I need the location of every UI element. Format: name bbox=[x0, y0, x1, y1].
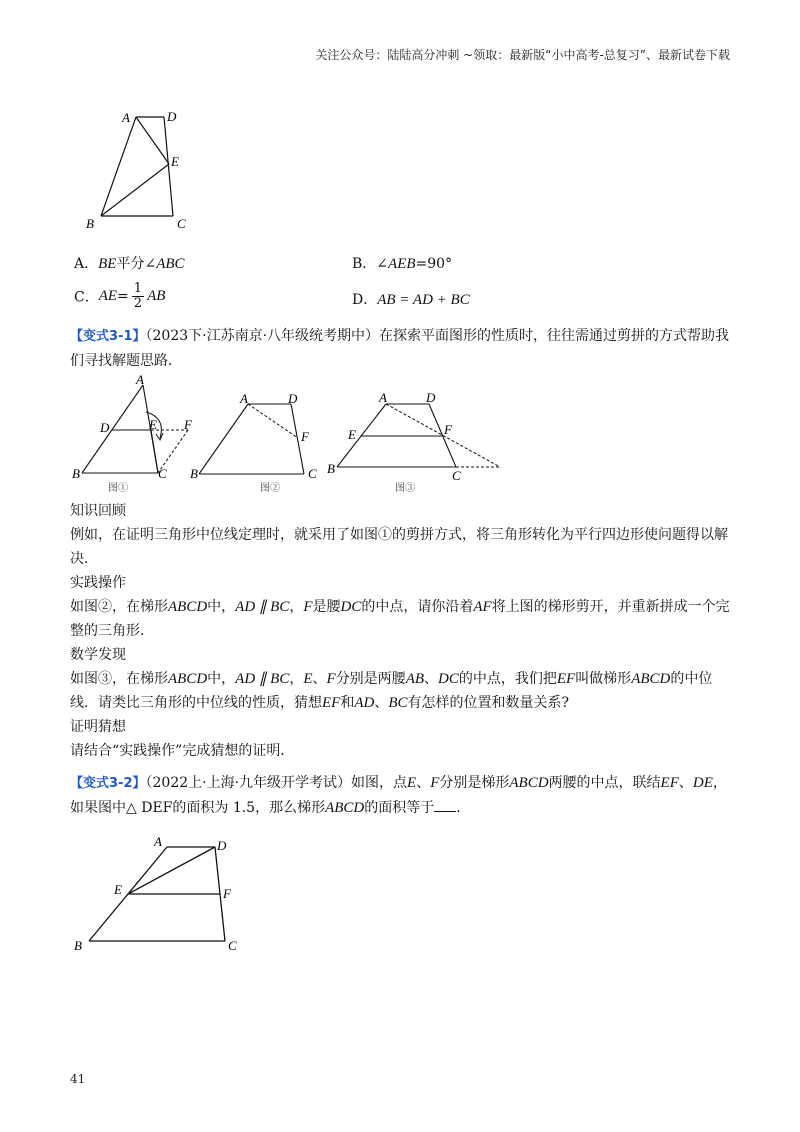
fig1-label-d: D bbox=[100, 420, 110, 435]
fig3-label-f: F bbox=[444, 422, 452, 437]
option-d: D．AB = AD + BC bbox=[352, 292, 470, 308]
fig1-label-b: B bbox=[72, 466, 80, 481]
fig2-label-c: C bbox=[308, 466, 317, 481]
fig1-caption: 图① bbox=[108, 483, 128, 494]
heading-proof: 证明猜想 bbox=[70, 719, 126, 735]
label-b: B bbox=[86, 216, 94, 231]
fig3-label-c: C bbox=[452, 468, 461, 483]
option-b: B．∠AEB=90° bbox=[352, 256, 453, 272]
para-proof: 请结合“实践操作”完成猜想的证明． bbox=[70, 743, 295, 759]
fig3-label-d: D bbox=[426, 390, 436, 405]
fraction-one-half: $\frac{1}{2}$ bbox=[133, 281, 143, 311]
fig32-label-e: E bbox=[114, 882, 122, 897]
fig3-caption: 图③ bbox=[395, 483, 415, 494]
para-knowledge-review: 例如，在证明三角形中位线定理时，就采用了如图①的剪拼方式，将三角形转化为平行四边形使问题得以解决． bbox=[70, 527, 728, 567]
heading-practice: 实践操作 bbox=[70, 575, 126, 591]
fig2-label-a: A bbox=[240, 391, 248, 406]
figure-2 bbox=[188, 385, 318, 497]
fig32-label-f: F bbox=[223, 886, 231, 901]
fig32-label-d: D bbox=[217, 838, 227, 853]
figure-1 bbox=[70, 372, 200, 497]
label-d: D bbox=[167, 109, 177, 124]
page-header: 关注公众号：陆陆高分冲刺 ~领取：最新版“小中高考-总复习”、最新试卷下载 bbox=[315, 48, 730, 62]
label-a: A bbox=[122, 110, 130, 125]
fig2-label-f: F bbox=[301, 429, 309, 444]
variant-3-2: 【变式3-2】（2022上·上海·九年级开学考试）如图，点E、F分别是梯形ABCD两腰的中点，联结EF、DE，如果图中△ DEF的面积为 1.5，那么梯形ABCD的面积等于 ． bbox=[70, 775, 727, 816]
fig1-label-c: C bbox=[158, 466, 167, 481]
answer-blank bbox=[434, 797, 456, 812]
fig3-label-a: A bbox=[379, 390, 387, 405]
variant-3-1-body bbox=[70, 499, 730, 763]
fig2-caption: 图② bbox=[260, 483, 280, 494]
para-practice: 如图②，在梯形ABCD中，AD ∥ BC，F是腰DC的中点，请你沿着AF将上图的梯形剪开，并重新拼成一个完整的三角形． bbox=[70, 599, 730, 639]
variant-3-1-tag: 【变式3-1】 bbox=[70, 329, 146, 344]
page-number: 41 bbox=[70, 1072, 86, 1086]
option-c: C．AE= $\frac{1}{2}$ AB bbox=[74, 281, 166, 311]
fig3-label-b: B bbox=[327, 461, 335, 476]
fig32-label-c: C bbox=[228, 938, 237, 953]
fig1-label-e: E bbox=[149, 417, 157, 432]
label-e: E bbox=[171, 154, 179, 169]
heading-knowledge-review: 知识回顾 bbox=[70, 503, 126, 519]
fig32-label-b: B bbox=[74, 938, 82, 953]
fig3-label-e: E bbox=[348, 427, 356, 442]
figure-trapezoid-top bbox=[80, 100, 200, 235]
heading-discovery: 数学发现 bbox=[70, 647, 126, 663]
fig1-label-a: A bbox=[136, 372, 144, 387]
figure-3 bbox=[325, 385, 510, 497]
label-c: C bbox=[177, 216, 186, 231]
fig1-label-f: F bbox=[184, 417, 192, 432]
variant-3-1-intro: 【变式3-1】（2023下·江苏南京·八年级统考期中）在探索平面图形的性质时，往往需通过剪拼的方式帮助我们寻找解题思路． bbox=[70, 328, 730, 369]
fig2-label-b: B bbox=[190, 466, 198, 481]
fig2-label-d: D bbox=[288, 391, 298, 406]
figure-3-2 bbox=[70, 830, 250, 955]
option-a: A．BE平分∠ABC bbox=[74, 256, 185, 272]
variant-3-2-tag: 【变式3-2】 bbox=[70, 776, 146, 791]
para-discovery: 如图③，在梯形ABCD中，AD ∥ BC，E、F分别是两腰AB、DC的中点，我们把EF叫做梯形ABCD的中位线．请类比三角形的中位线的性质，猜想EF和AD、BC有怎样的位置和数量关系? bbox=[70, 671, 713, 711]
fig32-label-a: A bbox=[154, 834, 162, 849]
